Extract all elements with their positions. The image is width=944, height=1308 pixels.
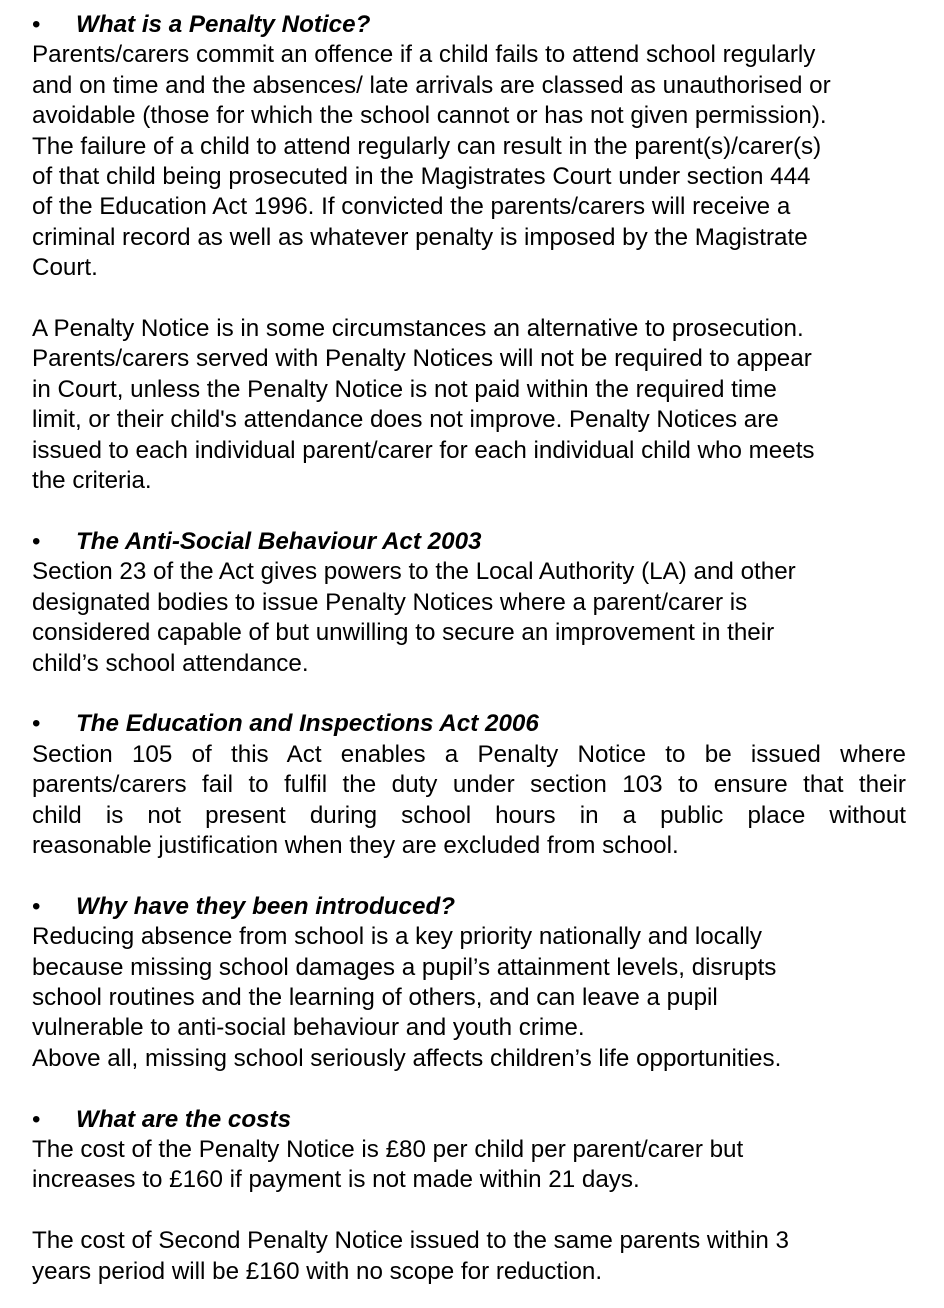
section-costs [32,1105,906,1287]
bullet-icon: • [32,892,41,920]
text-line: of that child being prosecuted in the Magistrates Court under section 444 [32,163,811,191]
heading-text: What is a Penalty Notice? [76,11,371,38]
section-education-inspections-act [32,709,906,861]
section-why-introduced [32,892,906,1074]
bullet-icon: • [32,527,41,555]
text-line: and on time and the absences/ late arrivals are classed as unauthorised or [32,71,831,99]
text-line: of the Education Act 1996. If convicted the parents/carers will receive a [32,193,791,221]
text-line: child is not present during school hours in a public place without [32,801,906,829]
paragraph [32,1226,906,1287]
spacer [32,1196,906,1226]
paragraph [32,314,906,496]
heading-text: Why have they been introduced? [76,892,455,920]
bullet-icon: • [32,11,41,38]
text-line: designated bodies to issue Penalty Notices where a parent/carer is [32,588,748,616]
text-line: increases to £160 if payment is not made within 21 days. [32,1166,640,1194]
spacer [32,496,906,526]
text-line: Section 23 of the Act gives powers to the Local Authority (LA) and other [32,558,796,586]
text-line: issued to each individual parent/carer for each individual child who meets [32,436,815,464]
text-line: the criteria. [32,467,152,495]
section-anti-social-behaviour-act [32,527,906,679]
section-heading [32,1105,906,1135]
paragraph [32,922,906,1074]
text-line: because missing school damages a pupil’s attainment levels, disrupts [32,953,777,981]
spacer [32,861,906,891]
paragraph [32,740,906,862]
spacer [32,1074,906,1104]
text-line: vulnerable to anti-social behaviour and youth crime. [32,1014,585,1042]
text-line: years period will be £160 with no scope for reduction. [32,1257,603,1285]
text-line: Reducing absence from school is a key priority nationally and locally [32,923,763,951]
text-line: Section 105 of this Act enables a Penalty Notice to be issued where [32,740,906,768]
document-body [32,10,906,1287]
text-line: limit, or their child's attendance does not improve. Penalty Notices are [32,406,779,434]
text-line: considered capable of but unwilling to secure an improvement in their [32,619,775,647]
text-line: criminal record as well as whatever penalty is imposed by the Magistrate [32,223,808,251]
text-line: child’s school attendance. [32,649,309,677]
text-line: The cost of the Penalty Notice is £80 per child per parent/carer but [32,1135,744,1163]
section-penalty-notice [32,10,906,496]
section-heading [32,10,906,40]
spacer [32,679,906,709]
text-line: in Court, unless the Penalty Notice is not paid within the required time [32,375,777,403]
text-line: The failure of a child to attend regularly can result in the parent(s)/carer(s) [32,132,822,160]
heading-text: The Anti-Social Behaviour Act 2003 [76,527,482,555]
section-heading [32,709,906,739]
text-line: reasonable justification when they are excluded from school. [32,831,679,859]
spacer [32,284,906,314]
section-heading [32,892,906,922]
text-line: school routines and the learning of others, and can leave a pupil [32,983,718,1011]
text-line: parents/carers fail to fulfil the duty under section 103 to ensure that their [32,771,906,799]
heading-text: What are the costs [76,1105,292,1133]
paragraph [32,1135,906,1196]
text-line: Court. [32,254,98,282]
section-heading [32,527,906,557]
text-line: The cost of Second Penalty Notice issued to the same parents within 3 [32,1227,789,1255]
paragraph [32,557,906,679]
bullet-icon: • [32,710,41,738]
text-line: Above all, missing school seriously affects children’s life opportunities. [32,1044,782,1072]
paragraph [32,40,906,283]
text-line: Parents/carers commit an offence if a child fails to attend school regularly [32,41,816,69]
heading-text: The Education and Inspections Act 2006 [76,710,539,738]
text-line: A Penalty Notice is in some circumstances an alternative to prosecution. [32,315,804,343]
bullet-icon: • [32,1105,41,1133]
text-line: Parents/carers served with Penalty Notices will not be required to appear [32,345,812,373]
text-line: avoidable (those for which the school cannot or has not given permission). [32,102,827,130]
